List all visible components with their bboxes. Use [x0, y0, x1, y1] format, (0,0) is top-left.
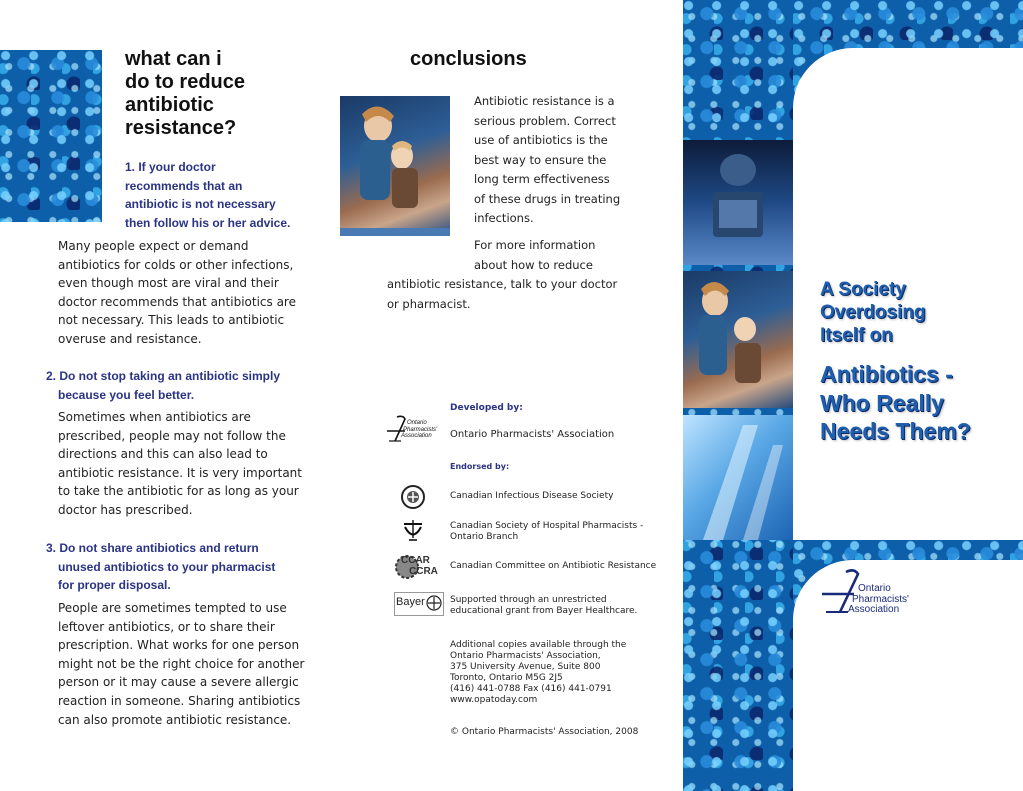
- conclusions-heading: conclusions: [410, 48, 527, 70]
- opa-small-logo-text: [401, 420, 437, 440]
- heading-line: do to reduce: [125, 71, 246, 93]
- para2-line: For more information: [474, 238, 596, 252]
- tip3-title-line: unused antibiotics to your pharmacist: [58, 559, 276, 574]
- tip2-title-line: 2. Do not stop taking an antibiotic simply: [46, 369, 281, 383]
- ccar-text: [401, 555, 438, 577]
- endorser-line: Ontario Branch: [450, 532, 519, 542]
- nurse-child-illustration: [340, 96, 450, 236]
- tip1-title-line: antibiotic is not necessary: [125, 197, 276, 211]
- contact-line: Additional copies available through the: [450, 640, 627, 650]
- tip2-body-line: Sometimes when antibiotics are: [58, 410, 251, 424]
- endorser-line: Supported through an unrestricted: [450, 595, 607, 605]
- cover-title-line: Itself on: [820, 325, 893, 346]
- nurse-child-photo: [340, 96, 450, 236]
- cover-photo-nurse-child: [683, 271, 793, 408]
- tip1-body-line: doctor recommends that antibiotics are: [58, 294, 296, 309]
- tip1-title: [125, 158, 325, 232]
- cover-logo-line: Association: [848, 604, 900, 615]
- left-decorative-texture: [0, 50, 102, 222]
- tip2-body-line: prescribed, people may not follow the: [58, 428, 286, 443]
- logo-text-line: Ontario: [407, 420, 427, 426]
- tip2-body-line: directions and this can also lead to: [58, 447, 268, 462]
- tip1-title-line: then follow his or her advice.: [125, 215, 291, 230]
- surgeon-illustration: [683, 140, 793, 265]
- developed-org: Ontario Pharmacists' Association: [450, 429, 615, 440]
- endorsed-by-label: Endorsed by:: [450, 462, 510, 471]
- tip2-body-line: antibiotic resistance. It is very important: [58, 465, 302, 480]
- para1-line: long term effectiveness: [474, 172, 610, 186]
- tip1-body-line: not necessary. This leads to antibiotic: [58, 313, 285, 328]
- tip3-body-line: leftover antibiotics, or to share their: [58, 619, 275, 634]
- tip1-title-line: 1. If your doctor: [125, 160, 216, 174]
- heading-line: resistance?: [125, 117, 237, 139]
- tip3-body: [58, 599, 338, 729]
- para1-line: use of antibiotics is the: [474, 133, 608, 147]
- opa-small-logo: [385, 413, 441, 445]
- para2-line: antibiotic resistance, talk to your doctor: [387, 277, 618, 291]
- website-link[interactable]: www.opatoday.com: [450, 695, 538, 705]
- glassware-illustration: [683, 415, 793, 540]
- copyright: © Ontario Pharmacists' Association, 2008: [450, 727, 639, 737]
- tip1-body-line: overuse and resistance.: [58, 331, 202, 346]
- cids-logo: [400, 484, 426, 510]
- para1-line: serious problem. Correct: [474, 113, 616, 128]
- cover-subtitle: [820, 360, 971, 446]
- conclusions-para2: [387, 236, 647, 314]
- tip2-title-line: because you feel better.: [58, 387, 195, 402]
- tip3-body-line: can also promote antibiotic resistance.: [58, 712, 292, 727]
- tip2-body: [58, 408, 338, 520]
- cover-logo-line: Pharmacists': [852, 593, 909, 605]
- cover-subtitle-line: Needs Them?: [820, 418, 971, 444]
- tip2-body-line: to take the antibiotic for as long as your: [58, 484, 299, 499]
- tip2-title: [46, 367, 336, 404]
- heading-line: antibiotic: [125, 94, 214, 116]
- tip1-title-line: recommends that an: [125, 178, 243, 193]
- reduce-resistance-heading: [125, 48, 355, 140]
- endorser-ccar: Canadian Committee on Antibiotic Resistance: [450, 561, 657, 571]
- contact-line: Toronto, Ontario M5G 2J5: [450, 673, 563, 683]
- para1-line: infections.: [474, 211, 534, 225]
- cover-photo-glassware: [683, 415, 793, 540]
- tip3-title: [46, 539, 336, 595]
- endorser-cids: Canadian Infectious Disease Society: [450, 491, 614, 501]
- tip1-body-line: antibiotics for colds or other infections,: [58, 257, 294, 272]
- tip3-body-line: prescription. What works for one person: [58, 638, 300, 653]
- endorser-cshp: [450, 521, 643, 543]
- tip3-title-line: for proper disposal.: [58, 578, 171, 592]
- bayer-cross-icon: [426, 595, 442, 611]
- conclusions-para1: [474, 92, 644, 229]
- cshp-bowl-icon: [400, 516, 426, 544]
- logo-text-line: Pharmacists': [403, 426, 438, 433]
- bayer-logo: [394, 592, 444, 616]
- contact-line: Ontario Pharmacists' Association,: [450, 651, 601, 661]
- cover-nurse-child-illustration: [683, 271, 793, 408]
- cover-title: [820, 278, 926, 347]
- copies-contact: [450, 640, 626, 706]
- developed-by-label: Developed by:: [450, 403, 523, 413]
- ccar-text-line: CCAR: [401, 555, 430, 566]
- cover-opa-logo: [818, 566, 928, 616]
- para1-line: of these drugs in treating: [474, 191, 621, 206]
- logo-text-line: Association: [401, 433, 432, 439]
- tip1-body-line: even though most are viral and their: [58, 276, 279, 291]
- para1-line: best way to ensure the: [474, 152, 607, 167]
- tip1-body-line: Many people expect or demand: [58, 239, 249, 253]
- cover-title-line: Overdosing: [820, 302, 926, 323]
- heading-line: what can i: [125, 48, 222, 70]
- tip3-body-line: person or it may cause a severe allergic: [58, 675, 299, 690]
- tip3-title-line: 3. Do not share antibiotics and return: [46, 541, 259, 555]
- tip2-body-line: doctor has prescribed.: [58, 502, 193, 517]
- ccar-logo: [393, 553, 437, 581]
- tip3-body-line: People are sometimes tempted to use: [58, 601, 287, 615]
- tip3-body-line: might not be the right choice for another: [58, 656, 305, 671]
- tip1-body: [58, 237, 338, 349]
- endorser-line: Canadian Society of Hospital Pharmacists -: [450, 521, 644, 531]
- para2-line: about how to reduce: [474, 257, 593, 272]
- endorser-bayer: [450, 595, 637, 617]
- para1-line: Antibiotic resistance is a: [474, 94, 615, 108]
- contact-line: (416) 441-0788 Fax (416) 441-0791: [450, 684, 612, 694]
- cover-photo-surgeon: [683, 140, 793, 265]
- contact-line: 375 University Avenue, Suite 800: [450, 662, 601, 672]
- tip3-body-line: reaction in someone. Sharing antibiotics: [58, 693, 301, 708]
- endorser-line: educational grant from Bayer Healthcare.: [450, 606, 638, 616]
- bayer-wordmark: Bayer: [396, 596, 425, 608]
- ccar-text-line: CCRA: [409, 566, 438, 577]
- para2-line: or pharmacist.: [387, 296, 471, 311]
- cover-logo-line: Ontario: [858, 583, 891, 594]
- cover-opa-logo-text: [848, 584, 909, 616]
- cover-title-line: A Society: [820, 279, 906, 300]
- cids-seal-icon: [400, 484, 426, 510]
- cshp-logo: [400, 516, 426, 544]
- cover-subtitle-line: Who Really: [820, 389, 944, 416]
- cover-subtitle-line: Antibiotics -: [820, 361, 953, 387]
